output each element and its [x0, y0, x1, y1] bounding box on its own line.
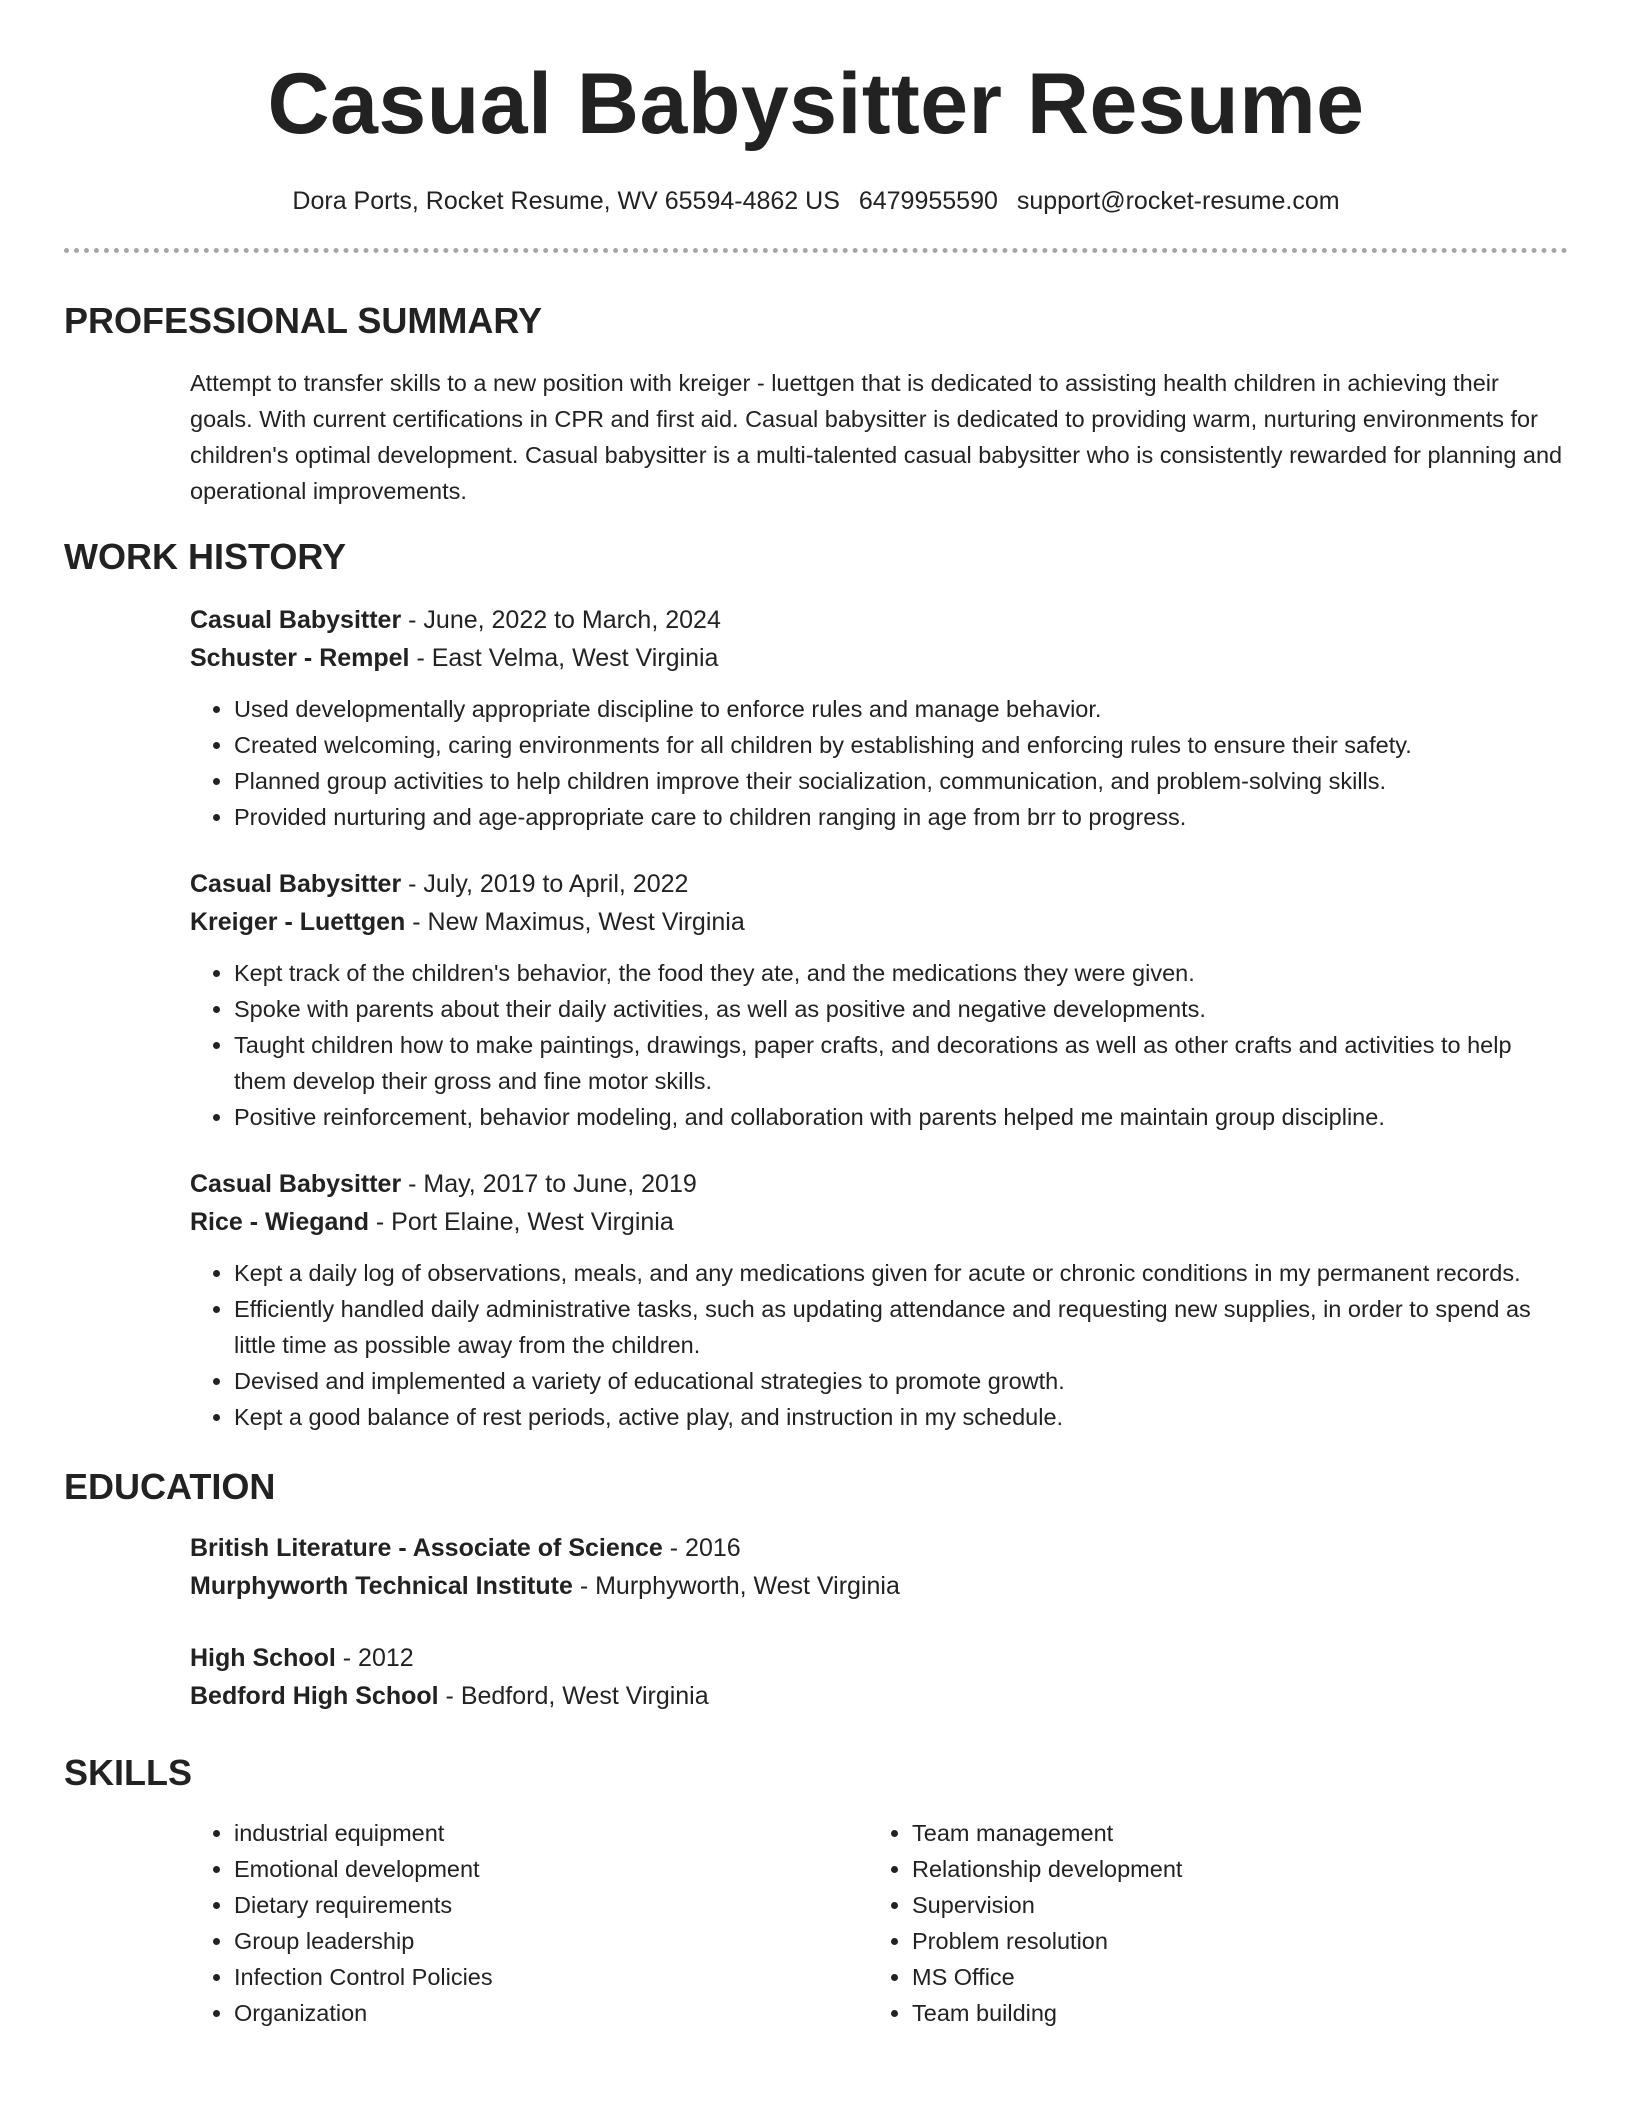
degree-line	[190, 1639, 1568, 1677]
contact-address: Dora Ports, Rocket Resume, WV 65594-4862 US	[292, 187, 840, 215]
degree-year: - 2016	[662, 1534, 741, 1562]
job-company: Schuster - Rempel	[190, 644, 410, 672]
skills-list	[190, 1815, 1568, 2031]
job-dates: - July, 2019 to April, 2022	[401, 870, 689, 898]
school-line	[190, 1567, 1568, 1605]
degree: High School	[190, 1644, 336, 1672]
school-line	[190, 1677, 1568, 1715]
job-company-line	[190, 639, 1568, 677]
job-location: - New Maximus, West Virginia	[405, 908, 745, 936]
skill-item: • MS Office	[912, 1959, 1546, 1995]
skill-item: • industrial equipment	[234, 1815, 868, 1851]
job-company-line	[190, 903, 1568, 941]
school: Bedford High School	[190, 1682, 439, 1710]
resume-title: Casual Babysitter Resume	[267, 56, 1365, 152]
summary-text: Attempt to transfer skills to a new position with kreiger - luettgen that is dedicated to assisting health children in achieving their goals. With current certifications in CPR and first aid. Casual babysitter is dedicated to providing warm, nurturing environments for children's optimal development. Casual babysitter is a multi-talented casual babysitter who is consistently rewarded for planning and operational improvements.	[190, 370, 1563, 504]
job-duty-item: • Provided nurturing and age-appropriate care to children ranging in age from brr to progress.	[234, 799, 1568, 835]
job-duty-item: • Spoke with parents about their daily activities, as well as positive and negative developments.	[234, 991, 1568, 1027]
job-duty-item: • Efficiently handled daily administrative tasks, such as updating attendance and requesting new supplies, in order to spend as little time as possible away from the children.	[234, 1291, 1568, 1363]
job-duties	[190, 691, 1568, 835]
job-duty-item: • Devised and implemented a variety of educational strategies to promote growth.	[234, 1363, 1568, 1399]
job-dates: - June, 2022 to March, 2024	[401, 606, 721, 634]
degree: British Literature - Associate of Science	[190, 1534, 663, 1562]
skill-item: • Group leadership	[234, 1923, 868, 1959]
section-heading-skills: SKILLS	[64, 1752, 193, 1793]
job-duty-item: • Planned group activities to help children improve their socialization, communication, and problem-solving skills.	[234, 763, 1568, 799]
skill-item: • Relationship development	[912, 1851, 1546, 1887]
contact-phone: 6479955590	[858, 187, 998, 215]
degree-year: - 2012	[335, 1644, 414, 1672]
job-company-line	[190, 1203, 1568, 1241]
skill-item: • Dietary requirements	[234, 1887, 868, 1923]
job-title: Casual Babysitter	[190, 1170, 402, 1198]
section-heading-work-history: WORK HISTORY	[64, 536, 347, 577]
skill-item: • Problem resolution	[912, 1923, 1546, 1959]
job-duty-item: • Kept track of the children's behavior, the food they ate, and the medications they were given.	[234, 955, 1568, 991]
school-location: - Murphyworth, West Virginia	[572, 1572, 900, 1600]
job-duties	[190, 1255, 1568, 1435]
job-location: - East Velma, West Virginia	[409, 644, 719, 672]
skill-item: • Organization	[234, 1995, 868, 2031]
skill-item: • Supervision	[912, 1887, 1546, 1923]
job-duties	[190, 955, 1568, 1135]
skill-item: • Team building	[912, 1995, 1546, 2031]
job-dates: - May, 2017 to June, 2019	[401, 1170, 697, 1198]
job-duty-item: • Taught children how to make paintings, drawings, paper crafts, and decorations as well as other crafts and activities to help them develop their gross and fine motor skills.	[234, 1027, 1568, 1099]
contact-line	[64, 184, 1568, 218]
skill-item: • Team management	[912, 1815, 1546, 1851]
job-title-line	[190, 865, 1568, 903]
contact-email: support@rocket-resume.com	[1016, 187, 1340, 215]
work-entry	[190, 865, 1568, 1135]
school-location: - Bedford, West Virginia	[438, 1682, 709, 1710]
job-duty-item: • Kept a good balance of rest periods, active play, and instruction in my schedule.	[234, 1399, 1568, 1435]
work-entry	[190, 601, 1568, 835]
section-heading-education: EDUCATION	[64, 1466, 276, 1507]
work-entry	[190, 1165, 1568, 1435]
job-location: - Port Elaine, West Virginia	[368, 1208, 674, 1236]
job-title-line	[190, 1165, 1568, 1203]
job-title: Casual Babysitter	[190, 606, 402, 634]
job-duty-item: • Kept a daily log of observations, meals, and any medications given for acute or chronic conditions in my permanent records.	[234, 1255, 1568, 1291]
header-divider	[64, 248, 1568, 253]
job-duty-item: • Positive reinforcement, behavior modeling, and collaboration with parents helped me maintain group discipline.	[234, 1099, 1568, 1135]
resume-page	[64, 0, 1568, 2031]
education-entry	[190, 1639, 1568, 1715]
education-entry	[190, 1529, 1568, 1605]
job-company: Kreiger - Luettgen	[190, 908, 406, 936]
skill-item: • Infection Control Policies	[234, 1959, 868, 1995]
skills-column-right	[868, 1815, 1546, 2031]
school: Murphyworth Technical Institute	[190, 1572, 573, 1600]
degree-line	[190, 1529, 1568, 1567]
section-heading-summary: PROFESSIONAL SUMMARY	[64, 300, 543, 341]
job-duty-item: • Used developmentally appropriate discipline to enforce rules and manage behavior.	[234, 691, 1568, 727]
job-duty-item: • Created welcoming, caring environments for all children by establishing and enforcing rules to ensure their safety.	[234, 727, 1568, 763]
skills-column-left	[190, 1815, 868, 2031]
job-company: Rice - Wiegand	[190, 1208, 369, 1236]
job-title-line	[190, 601, 1568, 639]
skill-item: • Emotional development	[234, 1851, 868, 1887]
job-title: Casual Babysitter	[190, 870, 402, 898]
